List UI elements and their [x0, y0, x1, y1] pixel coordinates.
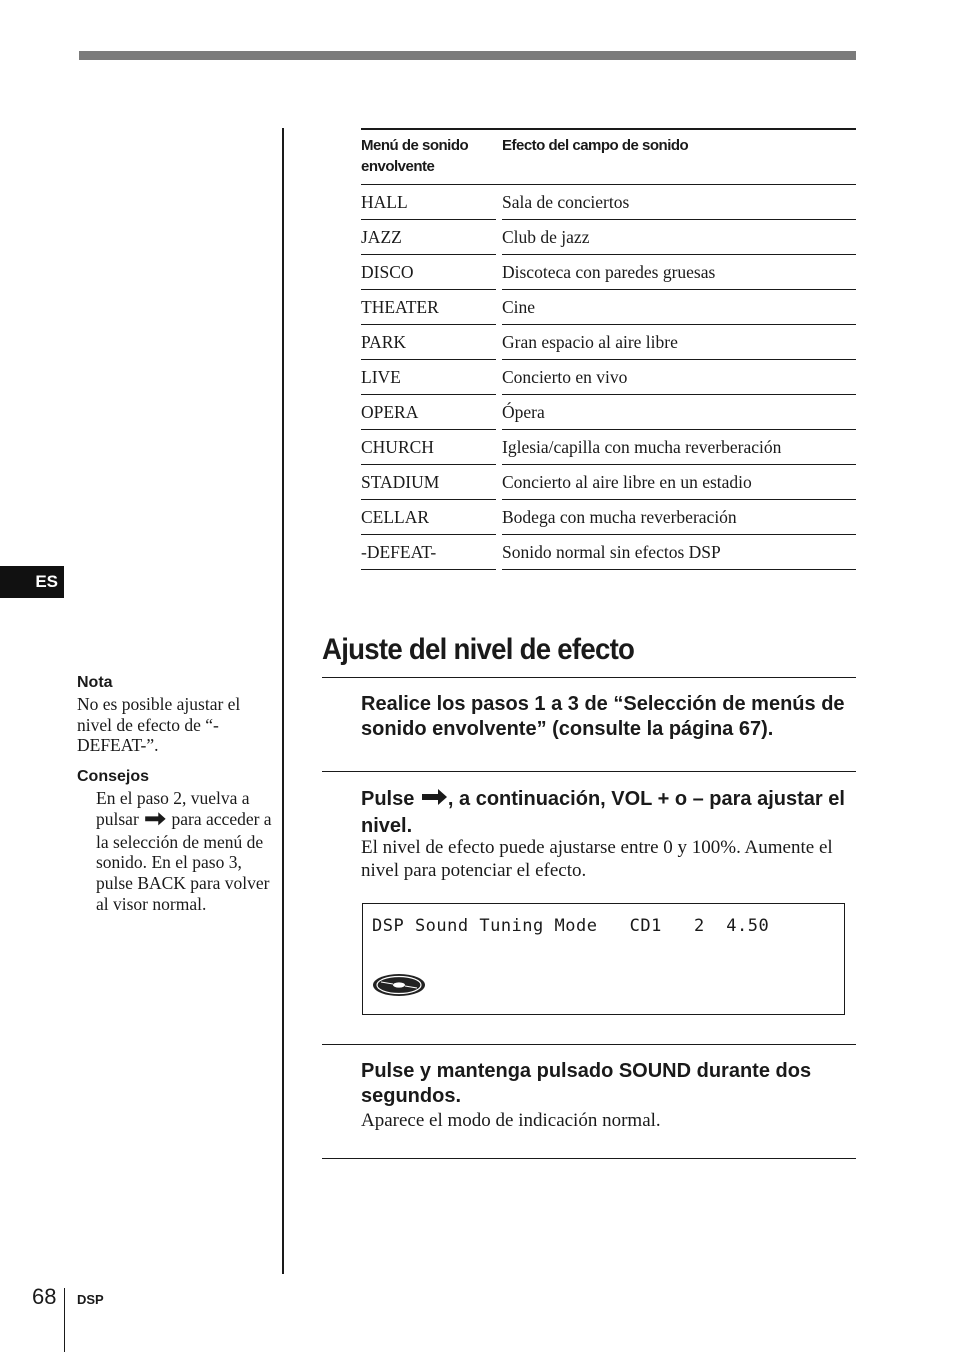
tip-part-b: para acceder a la selección de menú de sonido.	[96, 808, 272, 873]
lcd-display	[362, 903, 845, 1015]
table-cell-menu: OPERA	[361, 395, 496, 430]
lcd-text: DSP Sound Tuning Mode CD1 2 4.50	[372, 916, 770, 936]
table-row	[361, 535, 856, 570]
table-cell-effect: Club de jazz	[502, 220, 856, 255]
table-cell-effect: Gran espacio al aire libre	[502, 325, 856, 360]
table-cell-menu: LIVE	[361, 360, 496, 395]
table-header-effect: Efecto del campo de sonido	[502, 137, 689, 154]
table-row	[361, 465, 856, 500]
sound-menu-table	[361, 128, 856, 570]
header-bar	[79, 51, 856, 60]
section-rule	[322, 677, 856, 678]
arrow-enter-icon	[420, 785, 448, 814]
table-cell-menu: CHURCH	[361, 430, 496, 465]
table-cell-effect: Sala de conciertos	[502, 185, 856, 220]
table-cell-effect: Ópera	[502, 395, 856, 430]
tips-text	[96, 788, 280, 914]
step-1-title: Realice los pasos 1 a 3 de “Selección de menús de sonido envolvente” (consulte la página 67).	[361, 693, 845, 740]
table-row	[361, 395, 856, 430]
note-text: No es posible ajustar el nivel de efecto de “-DEFEAT-”.	[77, 694, 241, 756]
table-cell-menu: THEATER	[361, 290, 496, 325]
table-cell-effect: Sonido normal sin efectos DSP	[502, 535, 856, 570]
table-cell-menu: HALL	[361, 185, 496, 220]
table-row	[361, 500, 856, 535]
section-title: Ajuste del nivel de efecto	[322, 633, 635, 666]
step-3-title: Pulse y mantenga pulsado SOUND durante dos segundos.	[361, 1060, 812, 1107]
tips-label: Consejos	[77, 768, 150, 785]
table-cell-effect: Cine	[502, 290, 856, 325]
table-cell-effect: Bodega con mucha reverberación	[502, 500, 856, 535]
table-cell-effect: Concierto en vivo	[502, 360, 856, 395]
table-row	[361, 220, 856, 255]
table-cell-menu: PARK	[361, 325, 496, 360]
table-body	[361, 185, 856, 570]
page-number: 68	[32, 1284, 57, 1309]
note-label: Nota	[77, 674, 113, 691]
step-2-body: El nivel de efecto puede ajustarse entre 0 y 100%. Aumente el nivel para potenciar el efecto.	[361, 837, 833, 881]
table-cell-effect: Concierto al aire libre en un estadio	[502, 465, 856, 500]
table-cell-menu: DISCO	[361, 255, 496, 290]
arrow-enter-icon	[143, 809, 167, 832]
table-row	[361, 255, 856, 290]
table-header-menu: Menú de sonido envolvente	[361, 137, 469, 175]
table-cell-menu: JAZZ	[361, 220, 496, 255]
table-row	[361, 430, 856, 465]
step-2-title-part-a: Pulse	[361, 787, 420, 810]
language-tab: ES	[0, 566, 64, 598]
table-cell-effect: Iglesia/capilla con mucha reverberación	[502, 430, 856, 465]
table-row	[361, 360, 856, 395]
step-3-body: Aparece el modo de indicación normal.	[361, 1110, 661, 1131]
tip-part-c: En el paso 3, pulse BACK para volver al visor normal.	[96, 852, 270, 914]
step-2-title	[361, 785, 861, 839]
table-row	[361, 325, 856, 360]
step-divider-2	[322, 1044, 856, 1045]
footer-divider	[64, 1288, 65, 1352]
table-cell-menu: CELLAR	[361, 500, 496, 535]
table-row	[361, 290, 856, 325]
table-cell-effect: Discoteca con paredes gruesas	[502, 255, 856, 290]
column-divider	[282, 128, 284, 1274]
step-divider-3	[322, 1158, 856, 1159]
step-2-title-part-b: , a continuación, VOL + o – para ajustar el nivel.	[361, 787, 845, 837]
table-header	[361, 130, 856, 185]
step-divider-1	[322, 771, 856, 772]
table-cell-menu: STADIUM	[361, 465, 496, 500]
table-row	[361, 185, 856, 220]
cd-disc-icon	[371, 972, 427, 1003]
table-cell-menu: -DEFEAT-	[361, 535, 496, 570]
tip-part-a: En el paso 2, vuelva a pulsar	[96, 788, 250, 829]
footer-section: DSP	[77, 1292, 104, 1307]
